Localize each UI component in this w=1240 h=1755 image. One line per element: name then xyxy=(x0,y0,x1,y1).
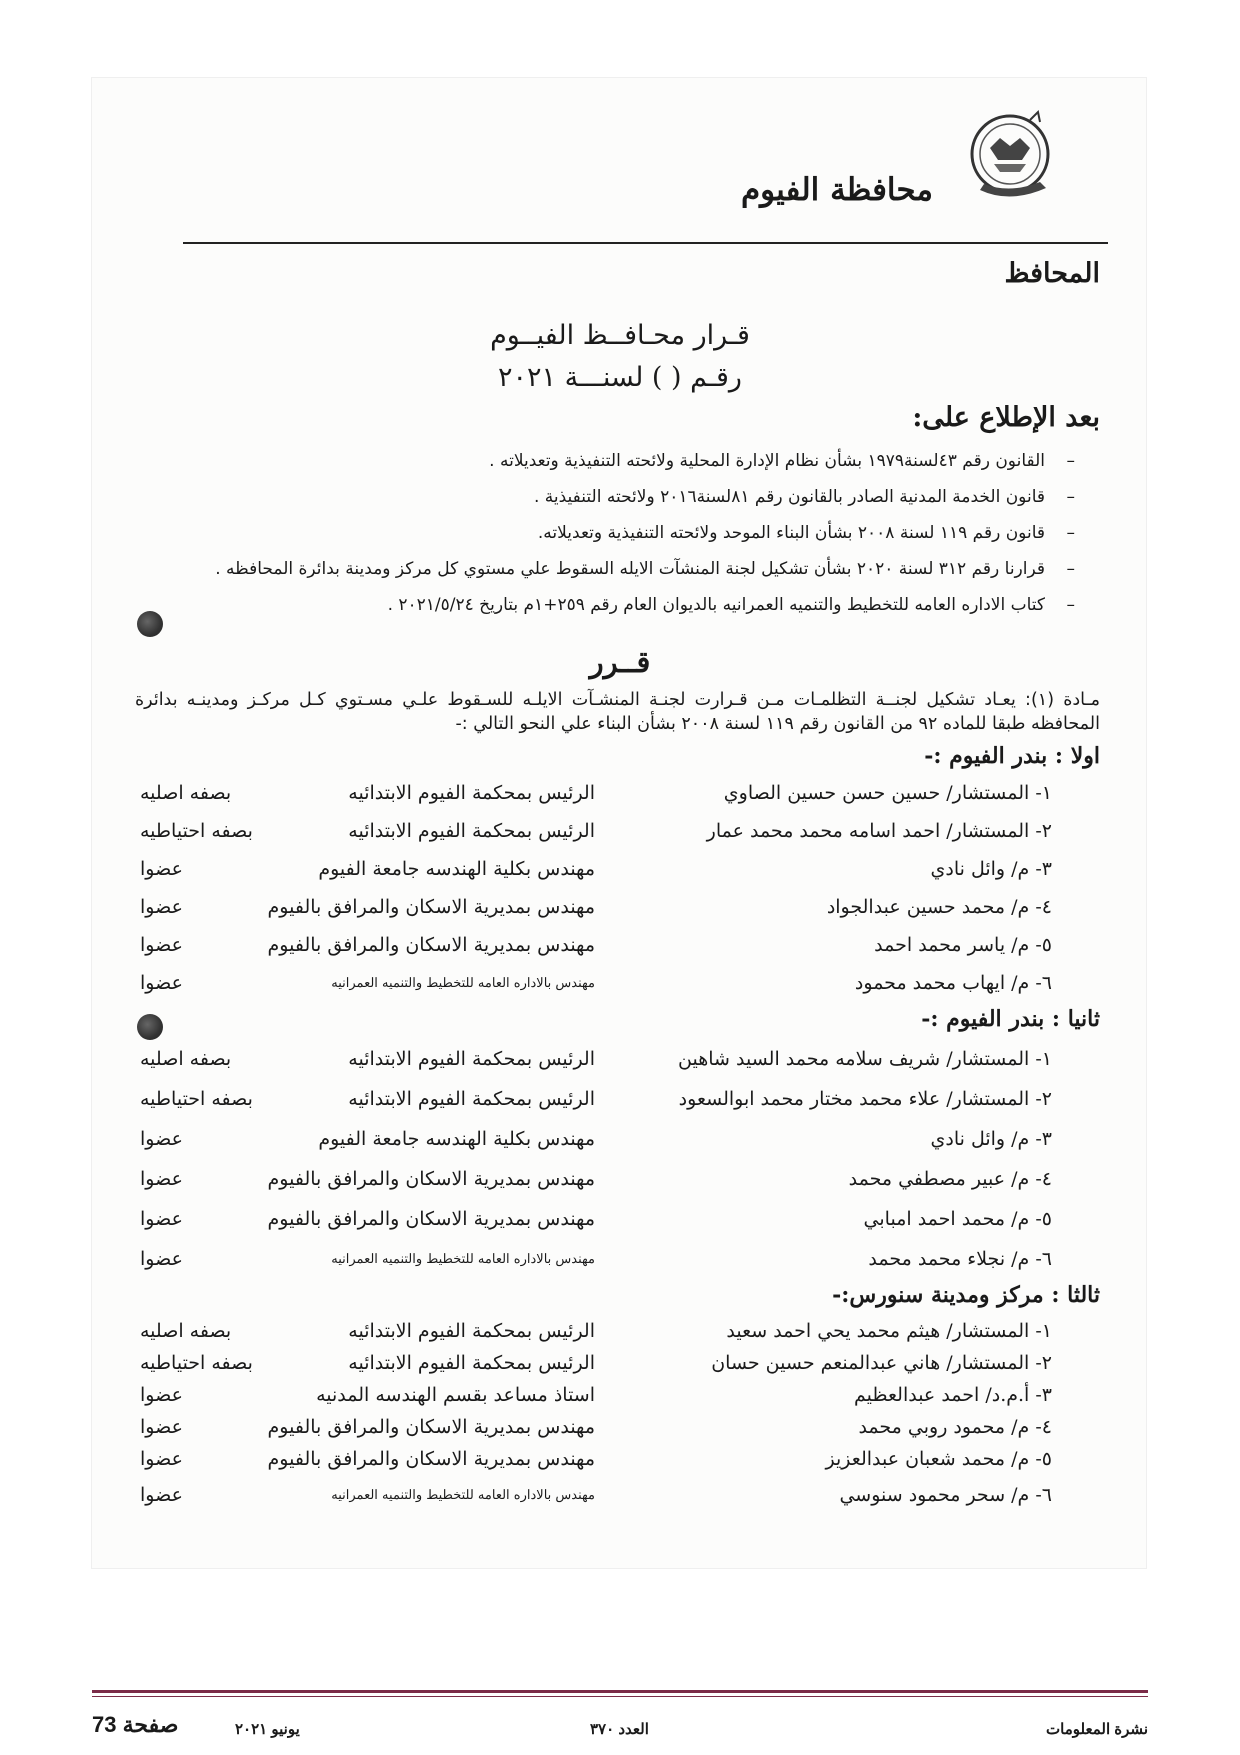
member-role: مهندس بكلية الهندسه جامعة الفيوم xyxy=(318,1128,595,1150)
decision-heading: قــرر xyxy=(589,645,651,679)
footer-date: يونيو ٢٠٢١ xyxy=(235,1721,300,1738)
member-capacity: بصفه اصليه xyxy=(140,782,232,804)
member-name: ٥- م/ محمد احمد امبابي xyxy=(863,1208,1052,1230)
member-role: الرئيس بمحكمة الفيوم الابتدائيه xyxy=(348,1352,595,1374)
member-role: مهندس بمديرية الاسكان والمرافق بالفيوم xyxy=(267,934,595,956)
member-role: مهندس بالاداره العامه للتخطيط والتنميه العمرانيه xyxy=(331,976,595,991)
article-text: مـادة (١): يعـاد تشكيل لجنــة التظلمـات مـن قـرارت لجنـة المنشـآت الايلـه للسـقوط علـي مسـتوي كـل مركـز ومدينـه بدائرة المحافظه طبقا للماده ٩٢ من القانون رقم ١١٩ لسنة ٢٠٠٨ بشأن البناء علي النحو التالي :- xyxy=(135,690,1101,734)
member-role: استاذ مساعد بقسم الهندسه المدنيه xyxy=(316,1384,595,1406)
member-name: ٢- المستشار/ علاء محمد مختار محمد ابوالسعود xyxy=(678,1088,1052,1110)
footer-publication: نشرة المعلومات xyxy=(1046,1721,1148,1738)
member-name: ١- المستشار/ هيثم محمد يحي احمد سعيد xyxy=(726,1320,1052,1342)
member-capacity: عضوا xyxy=(140,1448,183,1470)
member-name: ٦- م/ سحر محمود سنوسي xyxy=(839,1484,1052,1506)
section-title: اولا : بندر الفيوم :- xyxy=(924,743,1100,769)
member-capacity: عضوا xyxy=(140,858,183,880)
review-heading: بعد الإطلاع على: xyxy=(912,402,1100,433)
member-row xyxy=(140,972,1100,1008)
member-capacity: عضوا xyxy=(140,972,183,994)
member-name: ٤- م/ محمود روبي محمد xyxy=(858,1416,1052,1438)
member-row xyxy=(140,782,1100,818)
review-clauses xyxy=(75,443,1075,623)
member-name: ٦- م/ ايهاب محمد محمود xyxy=(854,972,1052,994)
governor-label: المحافظ xyxy=(1004,258,1100,289)
governorate-title: محافظة الفيوم xyxy=(740,172,933,208)
member-role: مهندس بالاداره العامه للتخطيط والتنميه العمرانيه xyxy=(331,1488,595,1503)
footer-divider xyxy=(92,1690,1148,1693)
member-capacity: عضوا xyxy=(140,1168,183,1190)
member-row xyxy=(140,1384,1100,1420)
clause-item: –القانون رقم ٤٣لسنة١٩٧٩ بشأن نظام الإدارة المحلية ولائحته التنفيذية وتعديلاته . xyxy=(489,451,1075,471)
member-name: ٢- المستشار/ هاني عبدالمنعم حسين حسان xyxy=(711,1352,1052,1374)
governorate-emblem xyxy=(960,108,1060,208)
member-role: الرئيس بمحكمة الفيوم الابتدائيه xyxy=(348,1048,595,1070)
member-role: الرئيس بمحكمة الفيوم الابتدائيه xyxy=(348,1320,595,1342)
member-row xyxy=(140,1168,1100,1204)
member-name: ٣- م/ وائل نادي xyxy=(930,858,1052,880)
footer-divider-thin xyxy=(92,1696,1148,1697)
member-row xyxy=(140,934,1100,970)
member-role: الرئيس بمحكمة الفيوم الابتدائيه xyxy=(348,1088,595,1110)
member-capacity: بصفه احتياطيه xyxy=(140,1088,253,1110)
member-capacity: عضوا xyxy=(140,1248,183,1270)
member-row xyxy=(140,1088,1100,1124)
member-role: مهندس بمديرية الاسكان والمرافق بالفيوم xyxy=(267,1168,595,1190)
section-title: ثانيا : بندر الفيوم :- xyxy=(921,1006,1100,1032)
member-role: مهندس بمديرية الاسكان والمرافق بالفيوم xyxy=(267,1416,595,1438)
member-capacity: عضوا xyxy=(140,1208,183,1230)
member-row xyxy=(140,1208,1100,1244)
footer-issue: العدد ٣٧٠ xyxy=(590,1721,649,1738)
member-name: ٥- م/ ياسر محمد احمد xyxy=(874,934,1052,956)
member-capacity: عضوا xyxy=(140,1484,183,1506)
footer-page-number: صفحة 73 xyxy=(92,1712,179,1737)
punch-hole xyxy=(137,611,163,637)
member-row xyxy=(140,1352,1100,1388)
clause-item: –قرارنا رقم ٣١٢ لسنة ٢٠٢٠ بشأن تشكيل لجنة المنشآت الايله السقوط علي مستوي كل مركز ومدينة بدائرة المحافظه . xyxy=(215,559,1075,579)
member-row xyxy=(140,1484,1100,1520)
member-name: ٤- م/ محمد حسين عبدالجواد xyxy=(826,896,1052,918)
member-capacity: عضوا xyxy=(140,934,183,956)
member-capacity: عضوا xyxy=(140,896,183,918)
clause-item: –كتاب الاداره العامه للتخطيط والتنميه العمرانيه بالديوان العام رقم ٢٥٩+١م بتاريخ ٢٠٢١/٥/٢٤ . xyxy=(387,595,1075,615)
clause-item: –قانون الخدمة المدنية الصادر بالقانون رقم ٨١لسنة٢٠١٦ ولائحته التنفيذية . xyxy=(533,487,1075,507)
member-role: الرئيس بمحكمة الفيوم الابتدائيه xyxy=(348,820,595,842)
member-capacity: عضوا xyxy=(140,1384,183,1406)
member-capacity: بصفه اصليه xyxy=(140,1048,232,1070)
member-row xyxy=(140,896,1100,932)
member-name: ٦- م/ نجلاء محمد محمد xyxy=(868,1248,1052,1270)
member-name: ٣- م/ وائل نادي xyxy=(930,1128,1052,1150)
member-row xyxy=(140,858,1100,894)
decree-number: رقـم ( ) لسنـــة ٢٠٢١ xyxy=(498,362,742,393)
member-name: ٢- المستشار/ احمد اسامه محمد محمد عمار xyxy=(706,820,1052,842)
member-row xyxy=(140,1416,1100,1452)
decree-title: قـرار محـافــظ الفيــوم xyxy=(490,320,750,351)
section-title: ثالثا : مركز ومدينة سنورس:- xyxy=(832,1282,1100,1308)
member-capacity: عضوا xyxy=(140,1416,183,1438)
member-role: مهندس بمديرية الاسكان والمرافق بالفيوم xyxy=(267,896,595,918)
member-row xyxy=(140,1128,1100,1164)
member-row xyxy=(140,1320,1100,1356)
member-row xyxy=(140,820,1100,856)
clause-item: –قانون رقم ١١٩ لسنة ٢٠٠٨ بشأن البناء الموحد ولائحته التنفيذية وتعديلاته. xyxy=(537,523,1075,543)
member-name: ٣- أ.م.د/ احمد عبدالعظيم xyxy=(854,1384,1052,1406)
member-row xyxy=(140,1248,1100,1284)
member-role: مهندس بمديرية الاسكان والمرافق بالفيوم xyxy=(267,1448,595,1470)
member-capacity: عضوا xyxy=(140,1128,183,1150)
punch-hole xyxy=(137,1014,163,1040)
member-capacity: بصفه احتياطيه xyxy=(140,1352,253,1374)
member-name: ١- المستشار/ شريف سلامه محمد السيد شاهين xyxy=(678,1048,1052,1070)
member-role: مهندس بكلية الهندسه جامعة الفيوم xyxy=(318,858,595,880)
member-role: مهندس بالاداره العامه للتخطيط والتنميه العمرانيه xyxy=(331,1252,595,1267)
member-row xyxy=(140,1048,1100,1084)
member-name: ٥- م/ محمد شعبان عبدالعزيز xyxy=(825,1448,1052,1470)
header-divider xyxy=(183,242,1108,244)
member-capacity: بصفه اصليه xyxy=(140,1320,232,1342)
member-role: مهندس بمديرية الاسكان والمرافق بالفيوم xyxy=(267,1208,595,1230)
member-role: الرئيس بمحكمة الفيوم الابتدائيه xyxy=(348,782,595,804)
member-name: ٤- م/ عبير مصطفي محمد xyxy=(848,1168,1052,1190)
member-capacity: بصفه احتياطيه xyxy=(140,820,253,842)
member-row xyxy=(140,1448,1100,1484)
member-name: ١- المستشار/ حسين حسن حسين الصاوي xyxy=(723,782,1052,804)
